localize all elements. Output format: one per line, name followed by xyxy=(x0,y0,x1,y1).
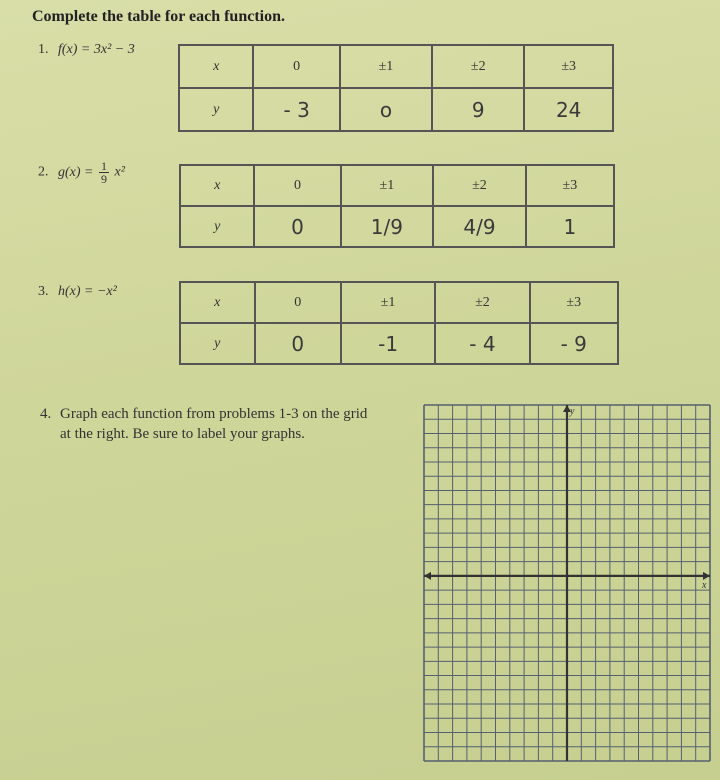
answer-cell[interactable]: o xyxy=(340,88,432,131)
question-4-number: 4. xyxy=(40,406,52,422)
table-cell[interactable]: ±3 xyxy=(526,165,614,206)
answer-cell[interactable]: - 3 xyxy=(253,88,339,131)
table-cell[interactable]: ±1 xyxy=(340,45,432,88)
fraction-numerator: 1 xyxy=(101,159,107,173)
answer-cell[interactable]: - 4 xyxy=(435,323,529,364)
problem-2-label xyxy=(38,160,125,185)
answer-cell[interactable]: -1 xyxy=(341,323,435,364)
x-axis-arrow-right xyxy=(703,572,710,580)
table-cell[interactable]: y xyxy=(179,88,253,131)
table-cell[interactable]: ±3 xyxy=(524,45,613,88)
answer-cell[interactable]: 1/9 xyxy=(341,206,434,247)
problem-1-label xyxy=(38,42,135,58)
table-cell[interactable]: y xyxy=(180,206,254,247)
x-axis-label: x xyxy=(702,579,707,591)
table-cell[interactable]: ±1 xyxy=(341,165,434,206)
fraction xyxy=(99,160,109,185)
answer-cell[interactable]: 0 xyxy=(254,206,340,247)
problem-1-table xyxy=(178,44,614,132)
problem-2-number: 2. xyxy=(38,164,49,180)
problem-3-table xyxy=(179,281,619,365)
table-cell[interactable]: ±2 xyxy=(435,282,529,323)
answer-cell[interactable]: 4/9 xyxy=(433,206,526,247)
problem-1-function: f(x) = 3x² − 3 xyxy=(58,42,135,57)
problem-3-number: 3. xyxy=(38,284,49,299)
answer-cell[interactable]: 9 xyxy=(432,88,524,131)
problem-1-number: 1. xyxy=(38,42,49,57)
problem-2-table xyxy=(179,164,615,248)
x-axis-arrow-left xyxy=(424,572,431,580)
table-cell[interactable]: ±3 xyxy=(530,282,618,323)
problem-3-function: h(x) = −x² xyxy=(58,284,117,299)
answer-cell[interactable]: 24 xyxy=(524,88,613,131)
problem-2-lhs: g(x) = xyxy=(58,164,94,180)
table-cell[interactable]: 0 xyxy=(253,45,339,88)
table-cell[interactable]: x xyxy=(179,45,253,88)
page-title: Complete the table for each function. xyxy=(32,8,285,25)
answer-cell[interactable]: 0 xyxy=(255,323,341,364)
answer-cell[interactable]: 1 xyxy=(526,206,614,247)
problem-3-label xyxy=(38,284,117,300)
table-cell[interactable]: 0 xyxy=(254,165,340,206)
table-cell[interactable]: y xyxy=(180,323,255,364)
question-4 xyxy=(40,404,380,444)
answer-cell[interactable]: - 9 xyxy=(530,323,618,364)
table-cell[interactable]: x xyxy=(180,282,255,323)
table-cell[interactable]: 0 xyxy=(255,282,341,323)
fraction-denominator: 9 xyxy=(101,172,107,186)
question-4-text: Graph each function from problems 1-3 on the grid at the right. Be sure to label your graphs. xyxy=(60,406,368,442)
table-cell[interactable]: ±2 xyxy=(433,165,526,206)
problem-2-rhs: x² xyxy=(114,164,125,180)
table-cell[interactable]: x xyxy=(180,165,254,206)
table-cell[interactable]: ±1 xyxy=(341,282,435,323)
graph-grid[interactable] xyxy=(422,403,712,763)
table-cell[interactable]: ±2 xyxy=(432,45,524,88)
y-axis-label: y xyxy=(570,406,575,417)
